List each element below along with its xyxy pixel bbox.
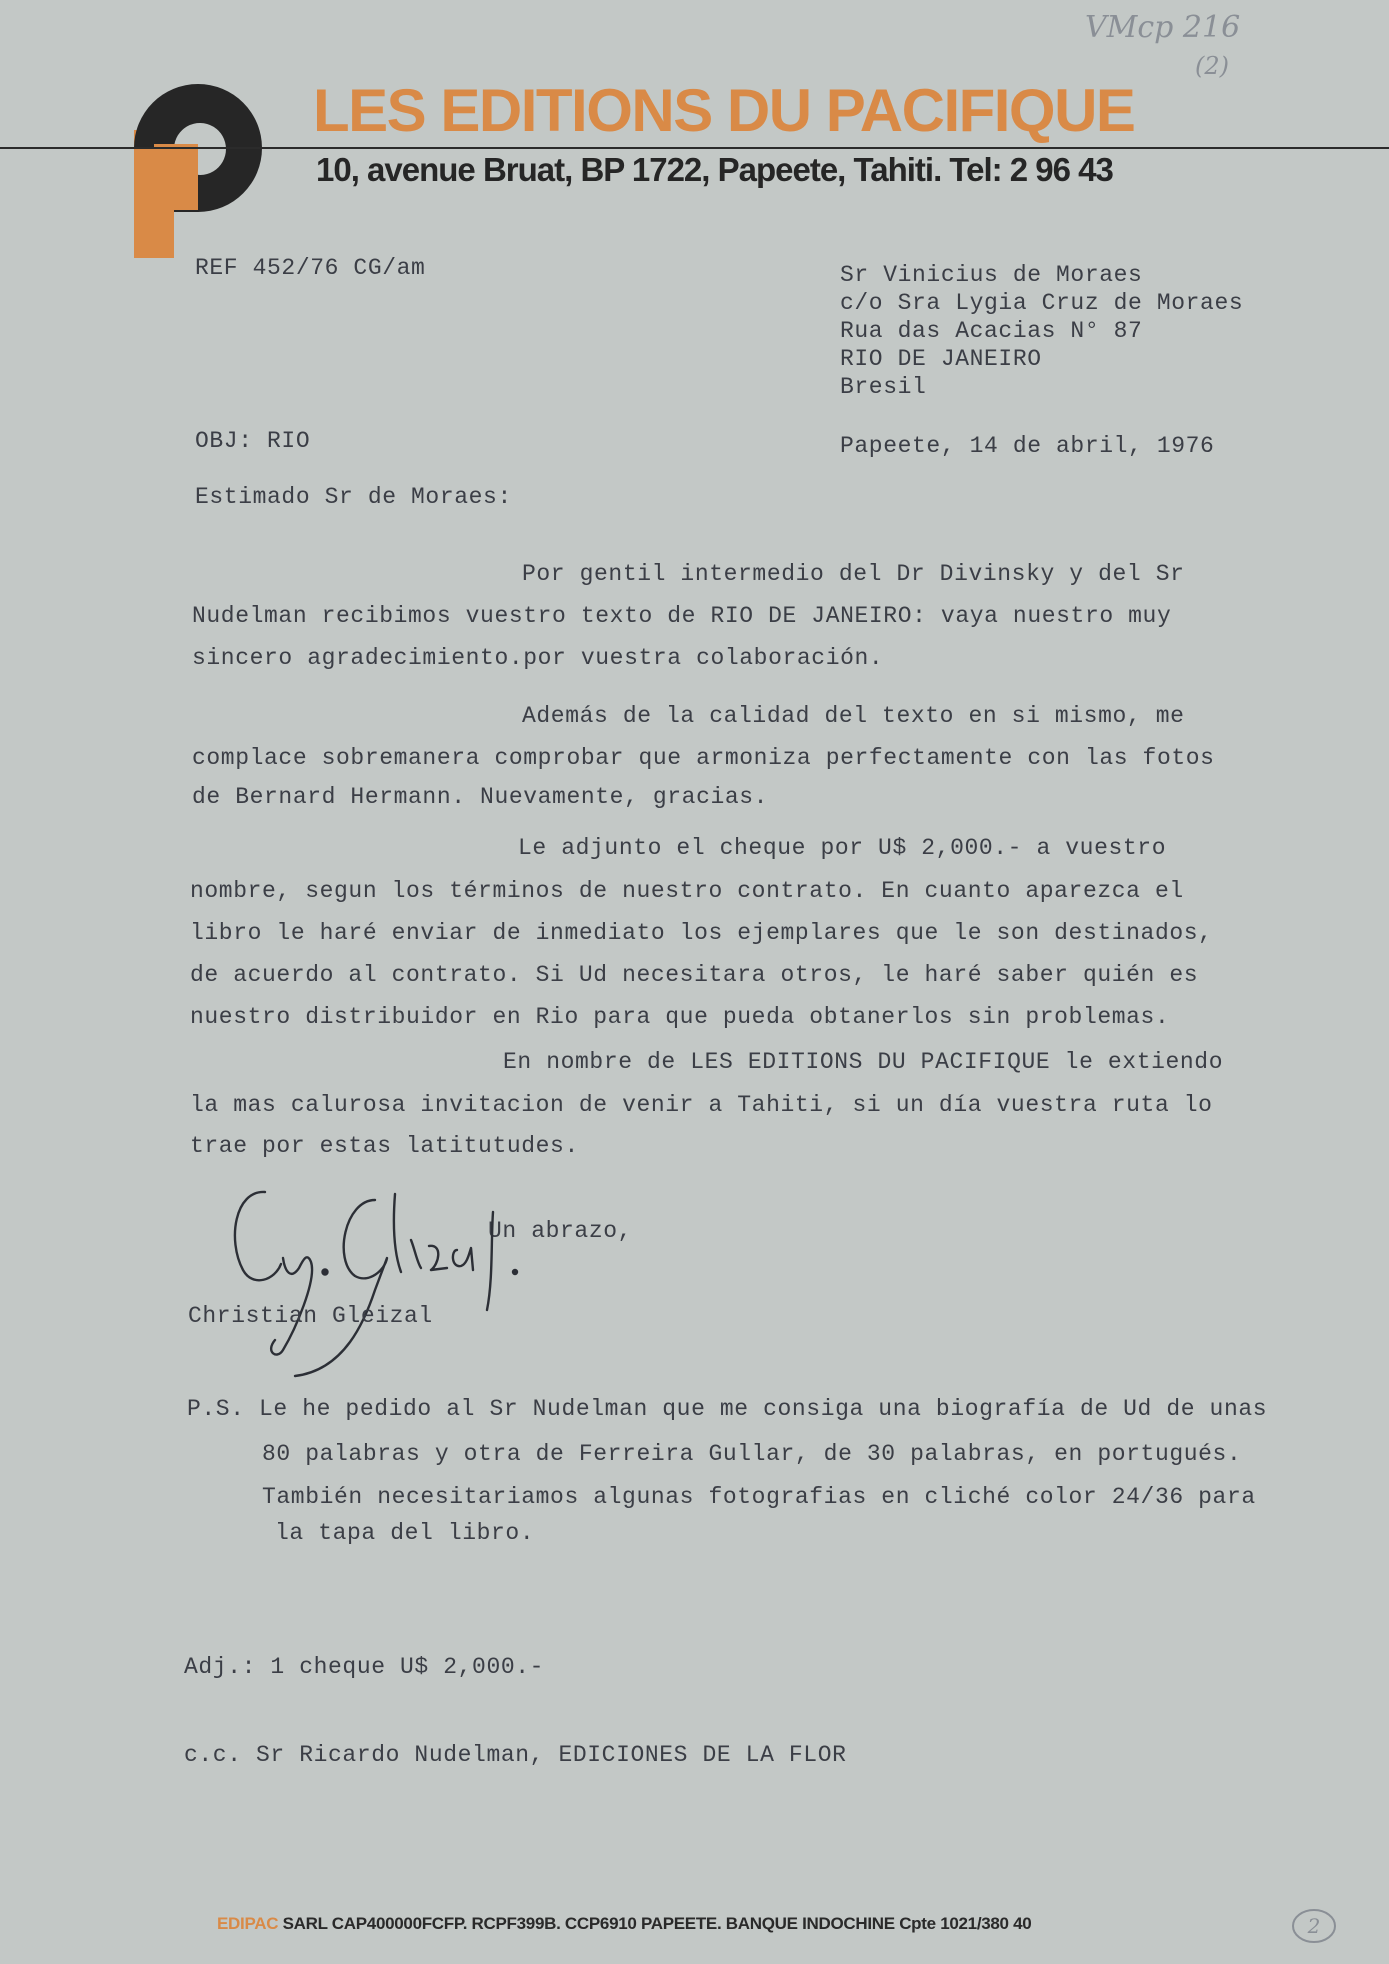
handwritten-signature [225, 1180, 535, 1380]
archive-note-sub: (2) [1195, 52, 1229, 80]
letter-date: Papeete, 14 de abril, 1976 [840, 433, 1215, 459]
signer-name: Christian Gleizal [188, 1303, 433, 1329]
carbon-copy: c.c. Sr Ricardo Nudelman, EDICIONES DE LA FLOR [184, 1742, 847, 1768]
company-name: LES EDITIONS DU PACIFIQUE [313, 77, 1135, 144]
footer [217, 1914, 1031, 1934]
body-line: nombre, segun los términos de nuestro contrato. En cuanto aparezca el [190, 878, 1184, 904]
enclosure: Adj.: 1 cheque U$ 2,000.- [184, 1654, 545, 1680]
header-rule [0, 147, 1389, 149]
body-line: de acuerdo al contrato. Si Ud necesitara otros, le haré saber quién es [190, 962, 1199, 988]
body-line: Nudelman recibimos vuestro texto de RIO DE JANEIRO: vaya nuestro muy [192, 603, 1172, 629]
page-number: 2 [1307, 1914, 1321, 1938]
recipient-line: Rua das Acacias N° 87 [840, 318, 1143, 344]
body-line: trae por estas latitutudes. [190, 1133, 579, 1159]
body-line: la mas calurosa invitacion de venir a Tahiti, si un día vuestra ruta lo [190, 1092, 1213, 1118]
body-line: Además de la calidad del texto en si mismo, me [522, 703, 1185, 729]
body-line: Le adjunto el cheque por U$ 2,000.- a vuestro [518, 835, 1167, 861]
recipient-line: Bresil [840, 374, 927, 400]
body-line: de Bernard Hermann. Nuevamente, gracias. [192, 784, 769, 810]
page-number-circle [1290, 1906, 1338, 1946]
body-line: En nombre de LES EDITIONS DU PACIFIQUE le extiendo [503, 1049, 1224, 1075]
postscript-line: la tapa del libro. [275, 1520, 535, 1546]
body-line: libro le haré enviar de inmediato los ejemplares que le son destinados, [190, 920, 1213, 946]
postscript-line: P.S. Le he pedido al Sr Nudelman que me consiga una biografía de Ud de unas [187, 1396, 1268, 1422]
company-address: 10, avenue Bruat, BP 1722, Papeete, Tahiti. Tel: 2 96 43 [316, 151, 1113, 188]
body-line: complace sobremanera comprobar que armoniza perfectamente con las fotos [192, 745, 1215, 771]
object-line: OBJ: RIO [195, 428, 311, 454]
body-line: sincero agradecimiento.por vuestra colaboración. [192, 645, 884, 671]
postscript-line: 80 palabras y otra de Ferreira Gullar, de 30 palabras, en portugués. [262, 1441, 1242, 1467]
postscript-line: También necesitariamos algunas fotografias en cliché color 24/36 para [262, 1484, 1256, 1510]
footer-brand: EDIPAC [217, 1914, 279, 1933]
recipient-line: RIO DE JANEIRO [840, 346, 1042, 372]
recipient-line: c/o Sra Lygia Cruz de Moraes [840, 290, 1244, 316]
salutation: Estimado Sr de Moraes: [195, 484, 512, 510]
body-line: Por gentil intermedio del Dr Divinsky y del Sr [522, 561, 1185, 587]
closing: Un abrazo, [488, 1218, 633, 1244]
archive-note: VMcp 216 [1085, 10, 1241, 45]
body-line: nuestro distribuidor en Rio para que pueda obtanerlos sin problemas. [190, 1004, 1170, 1030]
company-logo [134, 80, 262, 258]
footer-text: SARL CAP400000FCFP. RCPF399B. CCP6910 PAPEETE. BANQUE INDOCHINE Cpte 1021/380 40 [282, 1914, 1032, 1933]
reference: REF 452/76 CG/am [195, 255, 426, 281]
recipient-line: Sr Vinicius de Moraes [840, 262, 1143, 288]
